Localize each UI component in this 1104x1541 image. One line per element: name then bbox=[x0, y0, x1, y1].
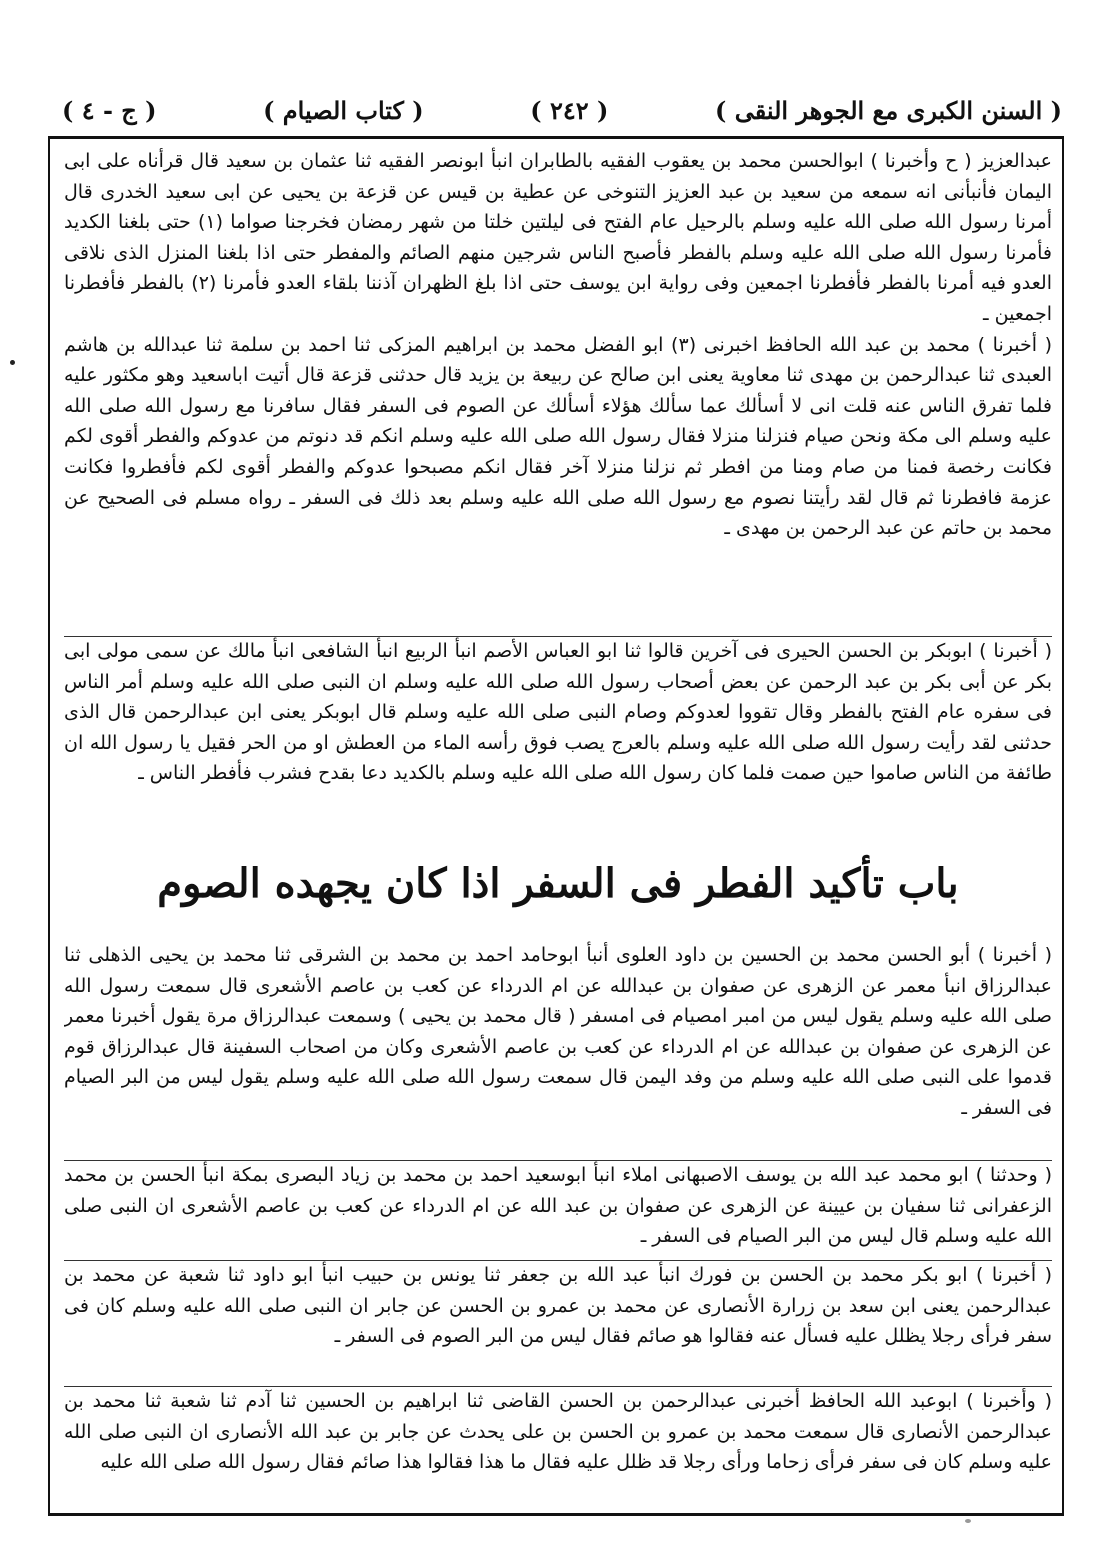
text-block-sixth bbox=[64, 1386, 1052, 1510]
margin-mark bbox=[10, 360, 15, 365]
text-block-third bbox=[64, 940, 1052, 1160]
page-header bbox=[62, 86, 1062, 134]
paragraph: ( أخبرنا ) أبو الحسن محمد بن الحسين بن داود العلوى أنبأ ابوحامد احمد بن محمد بن الشرقى ثنا محمد بن يحيى الذهلى ثنا عبدالرزاق انبأ معمر عن الزهرى عن صفوان بن عبدالله عن ام الدرداء عن كعب بن عاصم الأشعرى قال سمعت رسول الله صلى الله عليه وسلم يقول ليس من امبر امصيام فى امسفر ( قال محمد بن يحيى ) وسمعت عبدالرزاق مرة يقول أخبرنا معمر عن الزهرى عن صفوان بن عبدالله عن ام الدرداء عن كعب بن عاصم الأشعرى وكان من اصحاب السفينة قال عبدالرزاق قوم قدموا على النبى صلى الله عليه وسلم من وفد اليمن قال سمعت رسول الله صلى الله عليه وسلم يقول ليس من البر الصيام فى السفر ـ bbox=[64, 944, 1052, 1119]
text-block-second bbox=[64, 636, 1052, 826]
volume-label: ( ج - ٤ ) bbox=[62, 95, 157, 125]
section-title: ( كتاب الصيام ) bbox=[263, 95, 424, 125]
header-rule bbox=[48, 136, 1064, 139]
page-number: ( ٢٤٢ ) bbox=[530, 95, 609, 125]
left-border bbox=[48, 136, 50, 1514]
book-title: ( السنن الكبرى مع الجوهر النقى ) bbox=[714, 95, 1062, 125]
paragraph: عبدالعزيز ( ح وأخبرنا ) ابوالحسن محمد بن يعقوب الفقيه بالطابران انبأ ابونصر الفقيه ثنا عثمان بن سعيد قال قرأناه على ابى اليمان فأنبأنى انه سمعه من سعيد بن عبد العزيز التنوخى عن عطية بن قيس عن قزعة بن يحيى عن ابى سعيد الخدرى قال أمرنا رسول الله صلى الله عليه وسلم بالرحيل عام الفتح فى ليلتين خلتا من شهر رمضان فخرجنا صواما (١) حتى بلغنا الكديد فأمرنا رسول الله صلى الله عليه وسلم بالفطر فأصبح الناس شرجين منهم الصائم والمفطر حتى اذا بلغنا المنزل الذى نلاقى العدو فيه أمرنا بالفطر فأفطرنا اجمعين وفى رواية ابن يوسف حتى اذا بلغ الظهران آذننا بلقاء العدو فأمرنا (٢) بالفطر فأفطرنا اجمعين ـ bbox=[64, 150, 1052, 325]
paragraph: ( وأخبرنا ) ابوعبد الله الحافظ أخبرنى عبدالرحمن بن الحسن القاضى ثنا ابراهيم بن الحسين ثنا آدم ثنا شعبة ثنا محمد بن عبدالرحمن الأنصارى قال سمعت محمد بن عمرو بن الحسن بن على يحدث عن جابر بن عبد الله الأنصارى ان النبى صلى الله عليه وسلم كان فى سفر فرأى زحاما ورأى رجلا قد ظلل عليه فقال ما هذا فقالوا هذا صائم فقال رسول الله صلى الله عليه bbox=[64, 1390, 1052, 1474]
text-block-fourth bbox=[64, 1160, 1052, 1260]
paragraph: ( أخبرنا ) ابوبكر بن الحسن الحيرى فى آخرين قالوا ثنا ابو العباس الأصم انبأ الربيع انبأ الشافعى انبأ مالك عن سمى مولى ابى بكر عن أبى بكر بن عبد الرحمن عن بعض أصحاب رسول الله صلى الله عليه وسلم ان النبى صلى الله عليه وسلم أمر الناس فى سفره عام الفتح بالفطر وقال تقووا لعدوكم وصام النبى صلى الله عليه وسلم قال ابوبكر يعنى ابن عبدالرحمن قال الذى حدثنى لقد رأيت رسول الله صلى الله عليه وسلم بالعرج يصب فوق رأسه الماء من العطش او من الحر فقيل يا رسول الله ان طائفة من الناس صاموا حين صمت فلما كان رسول الله صلى الله عليه وسلم بالكديد دعا بقدح فشرب فأفطر الناس ـ bbox=[64, 640, 1052, 785]
right-border bbox=[1062, 136, 1064, 1514]
text-block-fifth bbox=[64, 1260, 1052, 1386]
paragraph: ( أخبرنا ) ابو بكر محمد بن الحسن بن فورك انبأ عبد الله بن جعفر ثنا يونس بن حبيب انبأ ابو داود ثنا شعبة عن محمد بن عبدالرحمن يعنى ابن سعد بن زرارة الأنصارى عن محمد بن عمرو بن الحسن عن جابر ان النبى صلى الله عليه وسلم كان فى سفر فرأى رجلا يظلل عليه فسأل عنه فقالوا هو صائم فقال ليس من البر الصوم فى السفر ـ bbox=[64, 1264, 1052, 1348]
paragraph: ( أخبرنا ) محمد بن عبد الله الحافظ اخبرنى (٣) ابو الفضل محمد بن ابراهيم المزكى ثنا احمد بن سلمة ثنا عبدالله بن هاشم العبدى ثنا عبدالرحمن بن مهدى ثنا معاوية يعنى ابن صالح عن ربيعة بن يزيد قال حدثنى قزعة قال أتيت اباسعيد وهو مكثور عليه فلما تفرق الناس عنه قلت انى لا أسألك عما سألك هؤلاء أسألك عن الصوم فى السفر فقال سافرنا مع رسول الله صلى الله عليه وسلم الى مكة ونحن صيام فنزلنا منزلا فقال رسول الله صلى الله عليه وسلم انكم قد دنوتم من عدوكم والفطر أقوى لكم فكانت رخصة فمنا من صام ومنا من افطر ثم نزلنا منزلا آخر فقال انكم مصبحوا عدوكم والفطر أقوى لكم فأفطروا فكانت عزمة فافطرنا ثم قال لقد رأيتنا نصوم مع رسول الله صلى الله عليه وسلم بعد ذلك فى السفر ـ رواه مسلم فى الصحيح عن محمد بن حاتم عن عبد الرحمن بن مهدى ـ bbox=[64, 333, 1052, 540]
scan-speck bbox=[965, 1519, 971, 1523]
paragraph: ( وحدثنا ) ابو محمد عبد الله بن يوسف الاصبهانى املاء انبأ ابوسعيد احمد بن محمد بن زياد البصرى بمكة انبأ الحسن بن محمد الزعفرانى ثنا سفيان بن عيينة عن الزهرى عن صفوان بن عبد الله عن ام الدرداء عن كعب بن عاصم الأشعرى ان النبى صلى الله عليه وسلم قال ليس من البر الصيام فى السفر ـ bbox=[64, 1164, 1052, 1248]
chapter-title: باب تأكيد الفطر فى السفر اذا كان يجهده الصوم bbox=[157, 860, 959, 907]
text-block-top bbox=[64, 146, 1052, 636]
footer-rule bbox=[48, 1513, 1064, 1516]
